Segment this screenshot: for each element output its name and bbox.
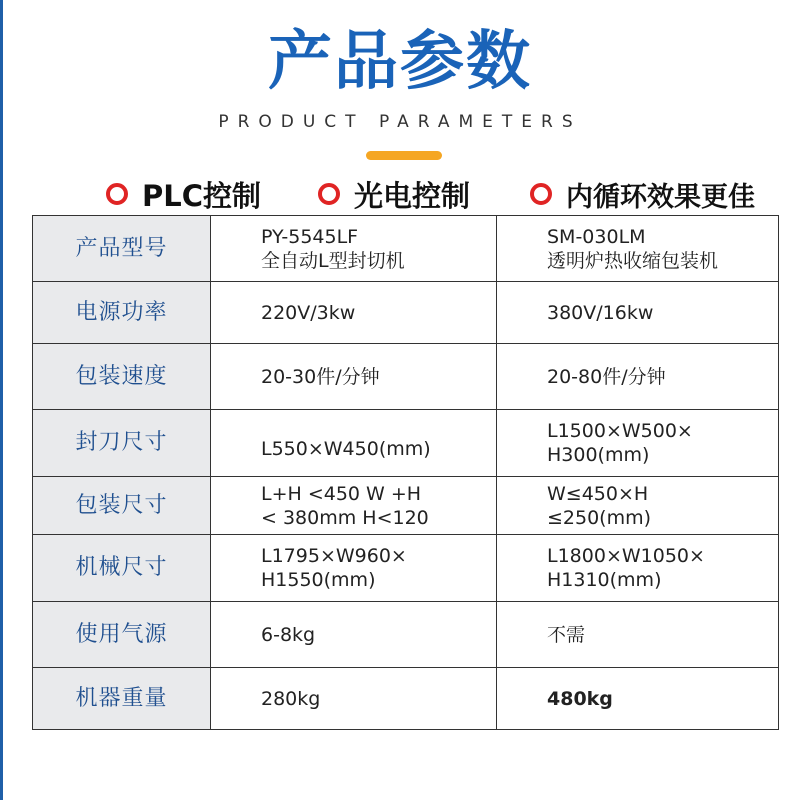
feature-label: 光电控制 <box>354 178 471 213</box>
table-row <box>33 216 779 282</box>
page-title: 产品参数 <box>268 25 532 99</box>
row-value-model-2: W≤450×H ≤250(mm) <box>497 477 779 535</box>
row-label: 机械尺寸 <box>33 535 211 602</box>
row-value-model-2: 不需 <box>497 602 779 668</box>
row-value-model-2: 380V/16kw <box>497 282 779 344</box>
row-value-model-1: PY-5545LF 全自动L型封切机 <box>211 216 497 282</box>
row-value-model-1: L550×W450(mm) <box>211 410 497 477</box>
row-value-model-2: 480kg <box>497 668 779 730</box>
row-value-model-1: 20-30件/分钟 <box>211 344 497 410</box>
feature-item <box>106 172 261 216</box>
table-row <box>33 535 779 602</box>
table-row <box>33 602 779 668</box>
row-value-model-2: SM-030LM 透明炉热收缩包装机 <box>497 216 779 282</box>
row-label: 包装速度 <box>33 344 211 410</box>
feature-list <box>0 172 800 216</box>
feature-item <box>318 172 470 216</box>
table-row <box>33 344 779 410</box>
page-subtitle: PRODUCT PARAMETERS <box>218 112 582 132</box>
row-value-model-1: L+H <450 W +H < 380mm H<120 <box>211 477 497 535</box>
red-ring-icon <box>530 183 552 205</box>
row-label: 产品型号 <box>33 216 211 282</box>
feature-label: PLC控制 <box>142 178 262 213</box>
parameter-table <box>32 215 779 730</box>
row-label: 封刀尺寸 <box>33 410 211 477</box>
row-label: 包装尺寸 <box>33 477 211 535</box>
red-ring-icon <box>318 183 340 205</box>
table-row <box>33 410 779 477</box>
row-value-model-1: L1795×W960× H1550(mm) <box>211 535 497 602</box>
row-value-model-1: 6-8kg <box>211 602 497 668</box>
table-row <box>33 668 779 730</box>
feature-item <box>530 172 755 216</box>
row-label: 机器重量 <box>33 668 211 730</box>
row-label: 电源功率 <box>33 282 211 344</box>
red-ring-icon <box>106 183 128 205</box>
row-value-model-1: 280kg <box>211 668 497 730</box>
row-value-model-2: L1500×W500× H300(mm) <box>497 410 779 477</box>
table-row <box>33 282 779 344</box>
row-value-model-2: 20-80件/分钟 <box>497 344 779 410</box>
table-row <box>33 477 779 535</box>
row-value-model-1: 220V/3kw <box>211 282 497 344</box>
title-accent-bar <box>366 151 442 160</box>
row-label: 使用气源 <box>33 602 211 668</box>
feature-label: 内循环效果更佳 <box>566 181 755 213</box>
row-value-model-2: L1800×W1050× H1310(mm) <box>497 535 779 602</box>
